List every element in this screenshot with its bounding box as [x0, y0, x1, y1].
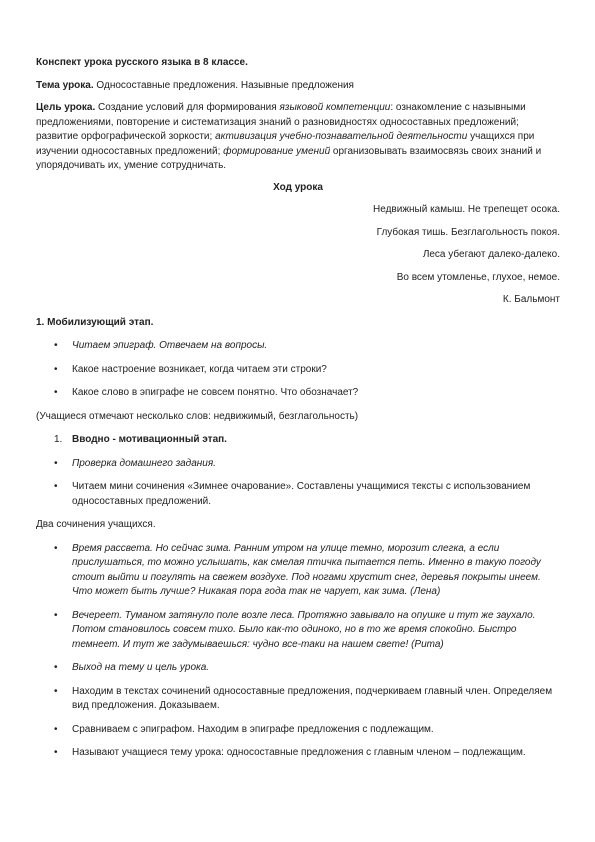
epigraph-line: Глубокая тишь. Безглагольность покоя. [376, 226, 560, 238]
bullet-icon: • [54, 542, 58, 554]
stage2-title [36, 433, 560, 448]
list-item-text: Находим в текстах сочинений односоставные предложения, подчеркиваем главный член. Определяем вид предложения. Доказываем. [72, 685, 553, 711]
stage2-items [36, 457, 560, 510]
list-item [36, 609, 560, 653]
goal-text-1: Создание условий для формирования [95, 102, 280, 113]
goal-italic-1: языковой компетенции [279, 102, 391, 113]
list-item [36, 457, 560, 472]
goal-italic-3: формирование умений [223, 145, 331, 157]
bullet-icon: • [54, 747, 58, 758]
essays-list [36, 542, 560, 676]
list-item [36, 661, 560, 676]
list-item-text: Читаем мини сочинения «Зимнее очарование». Составлены учащимися тексты с использованием односоставных предложений. [72, 481, 531, 507]
bullet-icon: • [54, 457, 58, 469]
epigraph-line: Недвижный камыш. Не трепещет осока. [373, 204, 560, 215]
topic-text: Односоставные предложения. Назывные предложения [93, 79, 354, 91]
list-item-text: Какое слово в эпиграфе не совсем понятно. Что обозначает? [72, 387, 359, 398]
stage1-list [36, 339, 560, 401]
list-item-text: Какое настроение возникает, когда читаем эти строки? [72, 363, 327, 375]
list-item [36, 685, 560, 714]
bullet-icon: • [54, 481, 58, 492]
goal-label: Цель урока. [36, 102, 96, 113]
goal-text-4: организовывать взаимосвязь своих знаний и упорядочивать их, умение сотрудничать. [36, 145, 542, 171]
list-item-text: Проверка домашнего задания. [72, 457, 216, 469]
list-item-text: Сравниваем с эпиграфом. Находим в эпиграфе предложения с подлежащим. [72, 723, 434, 735]
list-item [36, 723, 560, 738]
lesson-topic [36, 79, 560, 94]
section-title: Ход урока [273, 181, 323, 193]
list-item-text: Читаем эпиграф. Отвечаем на вопросы. [72, 340, 268, 351]
epigraph [36, 203, 560, 308]
epigraph-line: Леса убегают далеко-далеко. [422, 249, 560, 260]
goal-text-2: : ознакомление с назывными предложениями, повторение и систематизация знаний о разновидностях односоставных предложений; развитие орфографической зоркости; [36, 102, 526, 142]
bullet-icon: • [54, 685, 58, 697]
stage2-number: 1. [54, 434, 63, 445]
bullet-icon: • [54, 340, 58, 351]
bullet-icon: • [54, 363, 58, 375]
lesson-goal [36, 101, 560, 174]
final-list [36, 685, 560, 761]
list-item [36, 746, 560, 761]
stage1-title: 1. Мобилизующий этап. [36, 316, 154, 328]
topic-label: Тема урока. [36, 79, 94, 91]
list-item [36, 480, 560, 509]
list-item-text: Время рассвета. Но сейчас зима. Ранним утром на улице темно, морозит слегка, а если прислушаться, то можно услышать, как смелая птичка пытается петь. Именно в такую погоду стоит выйти и погулять на свежем воздухе. Под ногами хрустит снег, деревья покрыты инеем. Что может быть лучше? Никакая пора года так не чарует, как зима. (Лена) [72, 542, 541, 597]
goal-italic-2: активизация учебно-познавательной деятельности [215, 131, 468, 142]
document-title: Конспект урока русского языка в 8 классе. [36, 57, 248, 68]
list-item-text: Выход на тему и цель урока. [72, 662, 210, 673]
stage2-title-text: Вводно - мотивационный этап. [72, 434, 227, 445]
bullet-icon: • [54, 387, 58, 398]
epigraph-author: К. Бальмонт [502, 294, 560, 305]
goal-text-3: учащихся при изучении односоставных предложений; [36, 131, 535, 157]
stage1-note: (Учащиеся отмечают несколько слов: недвижимый, безглагольность) [36, 410, 359, 422]
document-page [36, 56, 560, 761]
list-item [36, 386, 560, 401]
bullet-icon: • [54, 723, 58, 735]
list-item [36, 339, 560, 354]
list-item-text: Называют учащиеся тему урока: односоставные предложения с главным членом – подлежащим. [72, 747, 526, 758]
epigraph-line: Во всем утомленье, глухое, немое. [396, 271, 560, 283]
stage2-list [36, 433, 560, 448]
list-item [36, 542, 560, 600]
bullet-icon: • [54, 662, 58, 673]
bullet-icon: • [54, 609, 58, 621]
list-item [36, 363, 560, 378]
essays-intro: Два сочинения учащихся. [36, 519, 156, 530]
list-item-text: Вечереет. Туманом затянуло поле возле леса. Протяжно завывало на опушке и тут же заухало. Потом становилось совсем тихо. Было как-то одиноко, но в то же время спокойно. Быстро темнеет. И тут же задумываешься: чудно все-таки на нашем свете! (Рита) [72, 609, 536, 650]
